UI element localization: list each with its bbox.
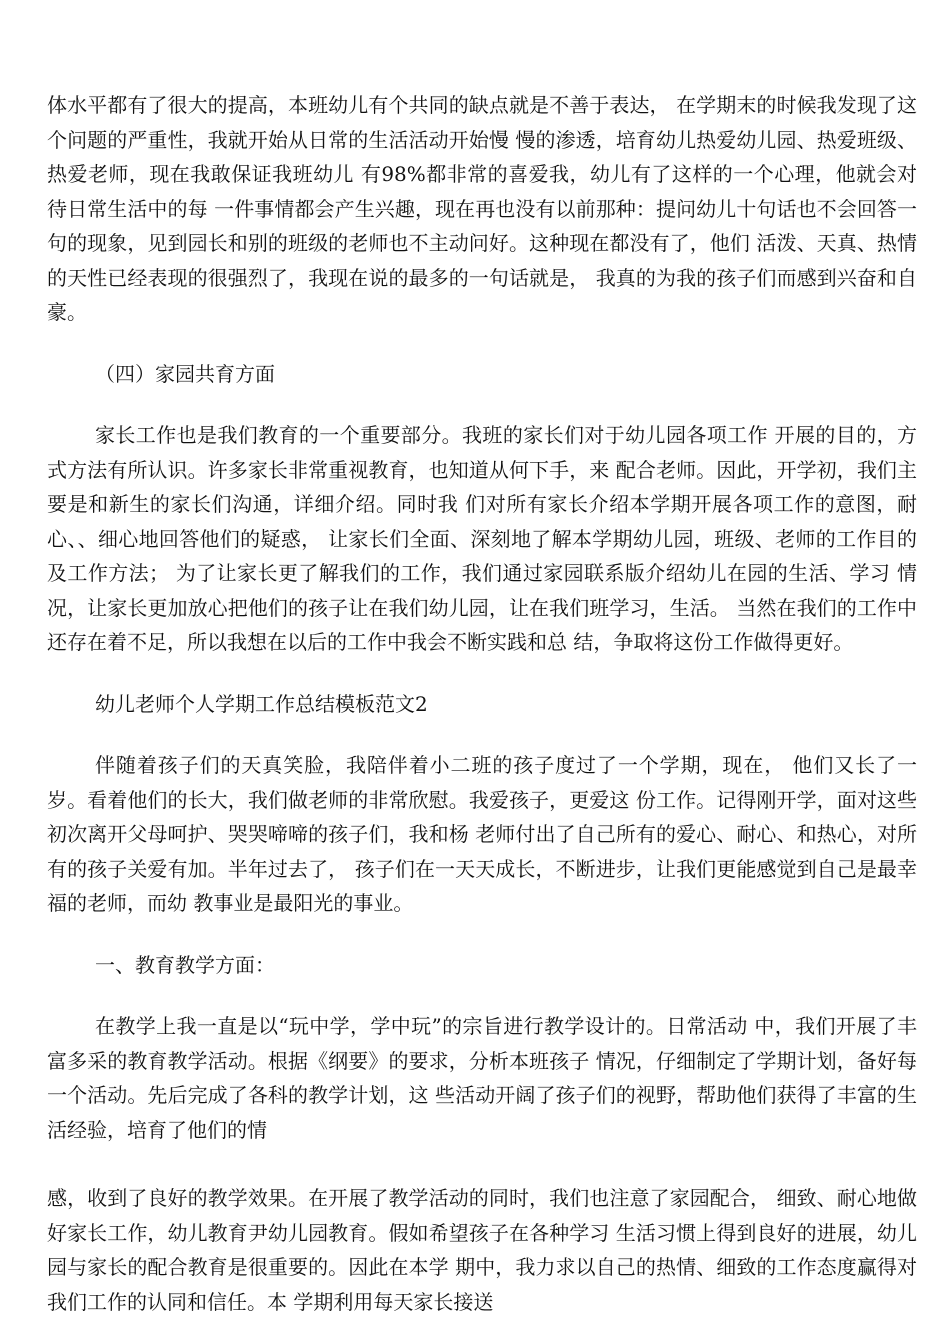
paragraph-parent-work: 家长工作也是我们教育的一个重要部分。我班的家长们对于幼儿园各项工作 开展的目的，方式方法有所认识。许多家长非常重视教育，也知道从何下手，来 配合老师。因此，开学初，我们主要是和新生的家长们沟通，详细介绍。同时我 们对所有家长介绍本学期开展各项工作的意图，耐心、、细心地回答他们的疑惑， 让家长们全面、深刻地了解本学期幼儿园，班级、老师的工作目的及工作方法； 为了让家长更了解我们的工作，我们通过家园联系版介绍幼儿在园的生活、学习 情况，让家长更加放心把他们的孩子让在我们幼儿园，让在我们班学习，生活。 当然在我们的工作中还存在着不足，所以我想在以后的工作中我会不断实践和总 结，争取将这份工作做得更好。 (47, 423, 917, 654)
paragraph-semester-intro: 伴随着孩子们的天真笑脸，我陪伴着小二班的孩子度过了一个学期，现在， 他们又长了一岁。看着他们的长大，我们做老师的非常欣慰。我爱孩子，更爱这 份工作。记得刚开学，面对这些初次离开父母呵护、哭哭啼啼的孩子们，我和杨 老师付出了自己所有的爱心、耐心、和热心，对所有的孩子关爱有加。半年过去了， 孩子们在一天天成长，不断进步，让我们更能感觉到自己是最幸福的老师，而幼 教事业是最阳光的事业。 (47, 753, 917, 915)
paragraph-teaching-results: 感，收到了良好的教学效果。在开展了教学活动的同时，我们也注意了家园配合， 细致、耐心地做好家长工作，幼儿教育尹幼儿园教育。假如希望孩子在各种学习 生活习惯上得到良好的进展，幼儿园与家长的配合教育是很重要的。因此在本学 期中，我力求以自己的热情、细致的工作态度赢得对我们工作的认同和信任。本 学期利用每天家长接送 (47, 1186, 917, 1314)
section-heading-home-school: （四）家园共育方面 (95, 361, 275, 386)
paragraph-gap (47, 721, 917, 748)
paragraph-gap (47, 660, 917, 687)
document-page (47, 88, 917, 1319)
paragraph-intro-continued: 体水平都有了很大的提高，本班幼儿有个共同的缺点就是不善于表达， 在学期末的时候我发现了这个问题的严重性，我就开始从日常的生活活动开始慢 慢的渗透，培育幼儿热爱幼儿园、热爱班级、热爱老师，现在我敢保证我班幼儿 有98%都非常的喜爱我，幼儿有了这样的一个心理，他就会对待日常生活中的每 一件事情都会产生兴趣，现在再也没有以前那种：提问幼儿十句话也不会回答一 句的现象，见到园长和别的班级的老师也不主动问好。这种现在都没有了，他们 活泼、天真、热情的天性已经表现的很强烈了，我现在说的最多的一句话就是， 我真的为我的孩子们而感到兴奋和自豪。 (47, 93, 917, 324)
document-title-sample-2: 幼儿老师个人学期工作总结模板范文2 (95, 691, 428, 716)
paragraph-gap (47, 391, 917, 418)
paragraph-gap (47, 921, 917, 948)
page-break-gap (47, 1147, 917, 1181)
paragraph-gap (47, 982, 917, 1009)
section-heading-teaching: 一、教育教学方面： (95, 952, 275, 977)
paragraph-teaching-design: 在教学上我一直是以“玩中学，学中玩”的宗旨进行教学设计的。日常活动 中，我们开展了丰富多采的教育教学活动。根据《纲要》的要求，分析本班孩子 情况，仔细制定了学期计划，备好每一个活动。先后完成了各科的教学计划，这 些活动开阔了孩子们的视野，帮助他们获得了丰富的生活经验，培育了他们的情 (47, 1014, 917, 1142)
paragraph-gap (47, 330, 917, 357)
